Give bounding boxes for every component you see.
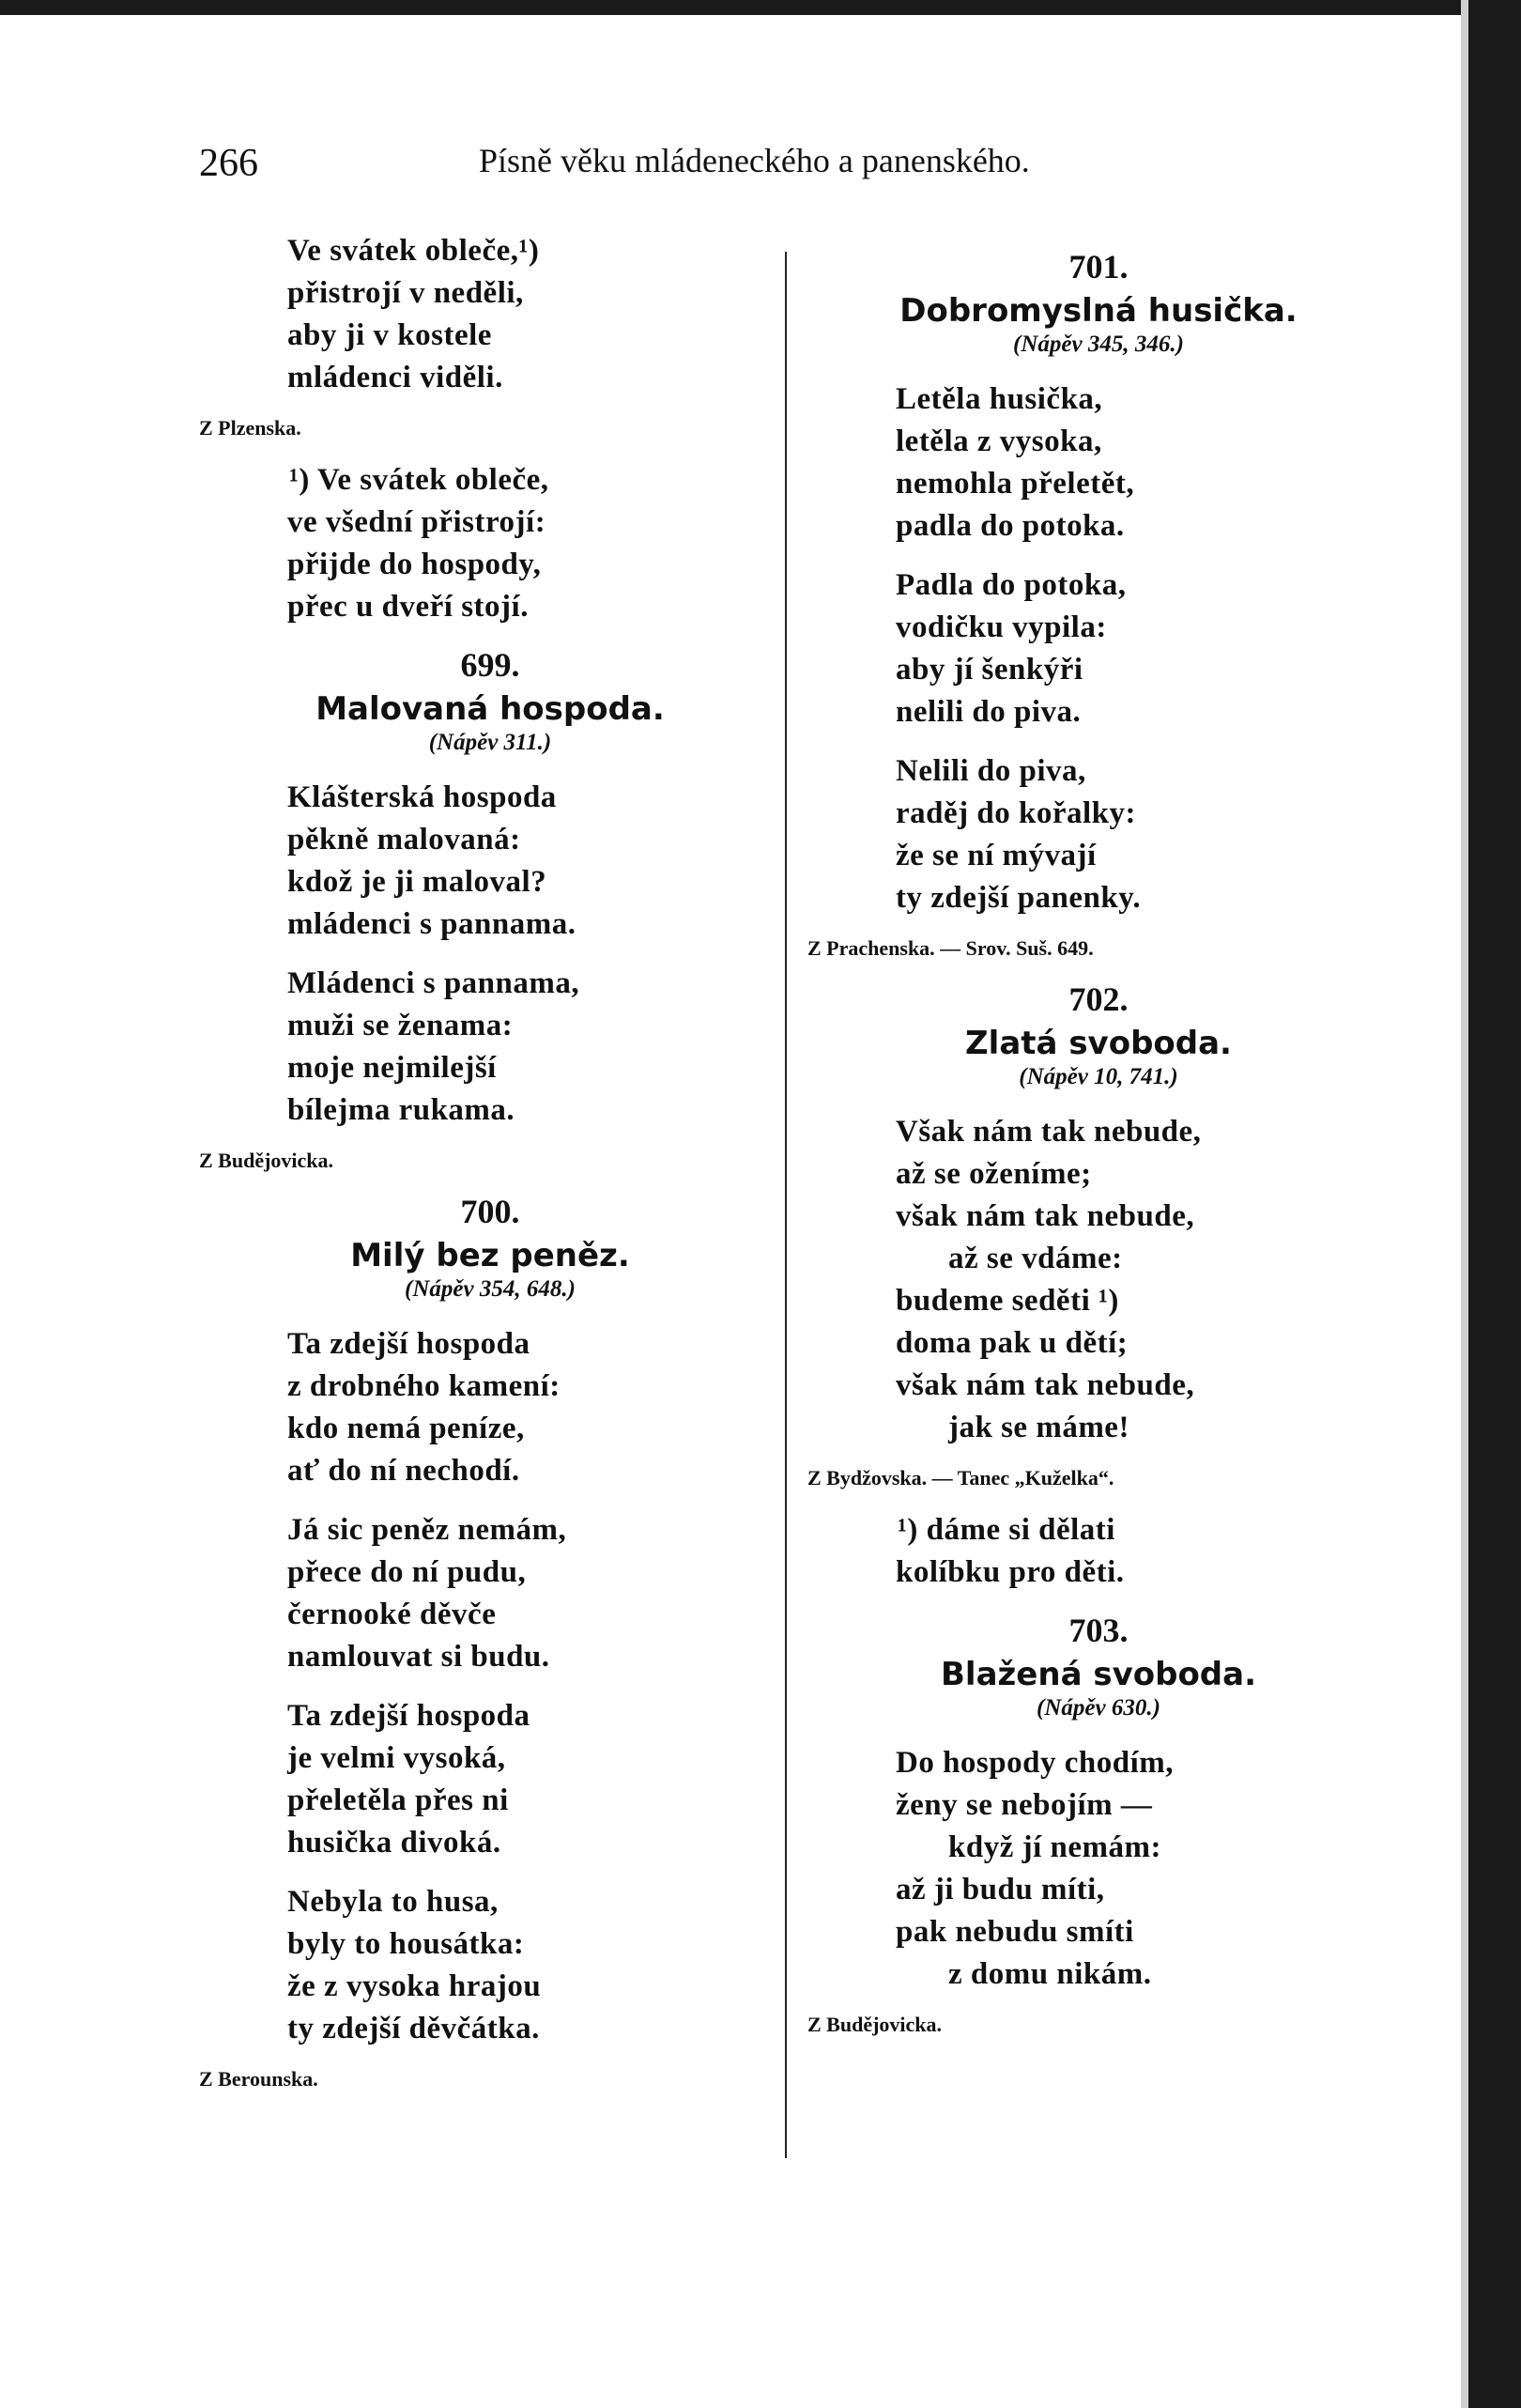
verse-line: letěla z vysoka, [896,424,1102,458]
tune-reference: (Nápěv 630.) [1037,1695,1160,1721]
verse-line: raděj do kořalky: [896,796,1136,830]
verse-line: jak se máme! [948,1411,1129,1444]
verse-line: až ji budu míti, [896,1873,1105,1906]
verse-line: Ve svátek obleče,¹) [287,234,540,268]
song-number: 701. [1068,248,1129,286]
verse-line: padla do potoka. [896,509,1125,543]
verse-line: vodičku vypila: [896,610,1107,644]
verse-line: Ta zdejší hospoda [287,1327,530,1361]
tune-reference: (Nápěv 345, 346.) [1013,332,1184,357]
scan-edge-right [1468,0,1521,2408]
verse-line: Nebyla to husa, [287,1885,499,1919]
verse-line: bílejma rukama. [287,1093,515,1127]
source-note: Z Budějovicka. [199,1149,334,1172]
verse-line: přec u dveří stojí. [287,590,529,624]
source-note: Z Berounska. [199,2067,318,2091]
running-title: Písně věku mládeneckého a panenského. [479,142,1030,179]
song-title: Malovaná hospoda. [315,690,665,728]
verse-line: doma pak u dětí; [896,1326,1129,1360]
verse-line: Klášterská hospoda [287,780,557,814]
verse-line: až se vdáme: [948,1242,1123,1275]
verse-line: Však nám tak nebude, [896,1115,1202,1149]
stanza [199,963,725,1132]
verse-line: Do hospody chodím, [896,1746,1174,1780]
stanza [199,1695,725,1864]
stanza [807,378,1333,548]
left-column [199,230,725,2110]
tune-reference: (Nápěv 10, 741.) [1019,1064,1178,1089]
source-note: Z Budějovicka. [807,2013,943,2036]
tune-reference: (Nápěv 354, 648.) [405,1276,576,1302]
verse-line: Padla do potoka, [896,568,1127,602]
verse-line: ¹) dáme si dělati [898,1513,1115,1547]
page-number: 266 [199,142,258,185]
stanza [199,1881,725,2050]
verse-line: nemohla přeletět, [896,467,1135,501]
verse-line: Já sic peněz nemám, [287,1513,567,1547]
verse-line: budeme seděti ¹) [896,1284,1119,1318]
verse-line: mládenci s pannama. [287,907,576,941]
verse-line: mládenci viděli. [287,361,503,394]
verse-line: kolíbku pro děti. [896,1555,1125,1589]
verse-line: že z vysoka hrajou [287,1969,542,2003]
verse-line: Letěla husička, [896,382,1103,416]
verse-line: když jí nemám: [948,1830,1161,1864]
song-number: 703. [1068,1612,1129,1649]
verse-line: namlouvat si budu. [287,1640,550,1674]
verse-line: kdo nemá peníze, [287,1412,525,1445]
verse-line: však nám tak nebude, [896,1368,1195,1402]
stanza [807,1742,1333,1996]
verse-line: přece do ní pudu, [287,1555,527,1589]
verse-line: ty zdejší děvčátka. [287,2012,540,2045]
verse-line: pěkně malovaná: [287,823,521,857]
verse-line: nelili do piva. [896,695,1082,729]
verse-line: ty zdejší panenky. [896,881,1142,915]
verse-line: z drobného kamení: [287,1369,561,1403]
verse-line: moje nejmilejší [287,1051,497,1085]
verse-line: však nám tak nebude, [896,1199,1195,1233]
verse-line: Ta zdejší hospoda [287,1699,530,1733]
song-title: Blažená svoboda. [941,1656,1256,1693]
scan-edge-top [0,0,1465,15]
footnote [807,1509,1333,1594]
source-note: Z Prachenska. — Srov. Suš. 649. [807,936,1094,960]
verse-line: z domu nikám. [948,1957,1152,1991]
verse-line: Nelili do piva, [896,754,1086,788]
song-number: 700. [460,1193,520,1230]
stanza [807,750,1333,919]
song-title: Zlatá svoboda. [965,1025,1232,1062]
stanza [199,777,725,946]
verse-line: přeletěla přes ni [287,1783,509,1817]
verse-line: je velmi vysoká, [287,1741,506,1775]
verse-line: kdož je ji maloval? [287,865,547,899]
right-column [807,230,1333,2056]
verse-line: přijde do hospody, [287,548,542,581]
song-title: Dobromyslná husička. [899,292,1298,330]
verse-line: až se oženíme; [896,1157,1092,1191]
stanza [199,1323,725,1492]
verse-line: pak nebudu smíti [896,1915,1134,1949]
verse-line: že se ní mývají [896,839,1097,872]
stanza [199,1509,725,1678]
source-note: Z Plzenska. [199,416,301,440]
verse-line: ve všední přistrojí: [287,505,546,539]
verse-line: aby jí šenkýři [896,653,1083,687]
source-note: Z Bydžovska. — Tanec „Kuželka“. [807,1466,1114,1490]
verse-line: byly to housátka: [287,1927,525,1961]
verse-line: husička divoká. [287,1826,501,1860]
verse-line: Mládenci s pannama, [287,966,580,1000]
verse-line: přistrojí v neděli, [287,276,524,310]
stanza [199,230,725,399]
stanza [807,564,1333,733]
tune-reference: (Nápěv 311.) [428,730,552,755]
stanza [807,1111,1333,1449]
verse-line: černooké děvče [287,1598,497,1631]
verse-line: ženy se nebojím — [896,1788,1153,1822]
song-number: 699. [460,646,520,684]
scan-edge-right-inner [1461,0,1468,2408]
song-number: 702. [1068,980,1129,1018]
verse-line: ¹) Ve svátek obleče, [289,463,549,497]
verse-line: muži se ženama: [287,1009,514,1042]
song-title: Milý bez peněz. [350,1237,630,1274]
footnote [199,459,725,628]
column-divider [785,252,787,2158]
verse-line: ať do ní nechodí. [287,1454,520,1488]
verse-line: aby ji v kostele [287,318,492,352]
